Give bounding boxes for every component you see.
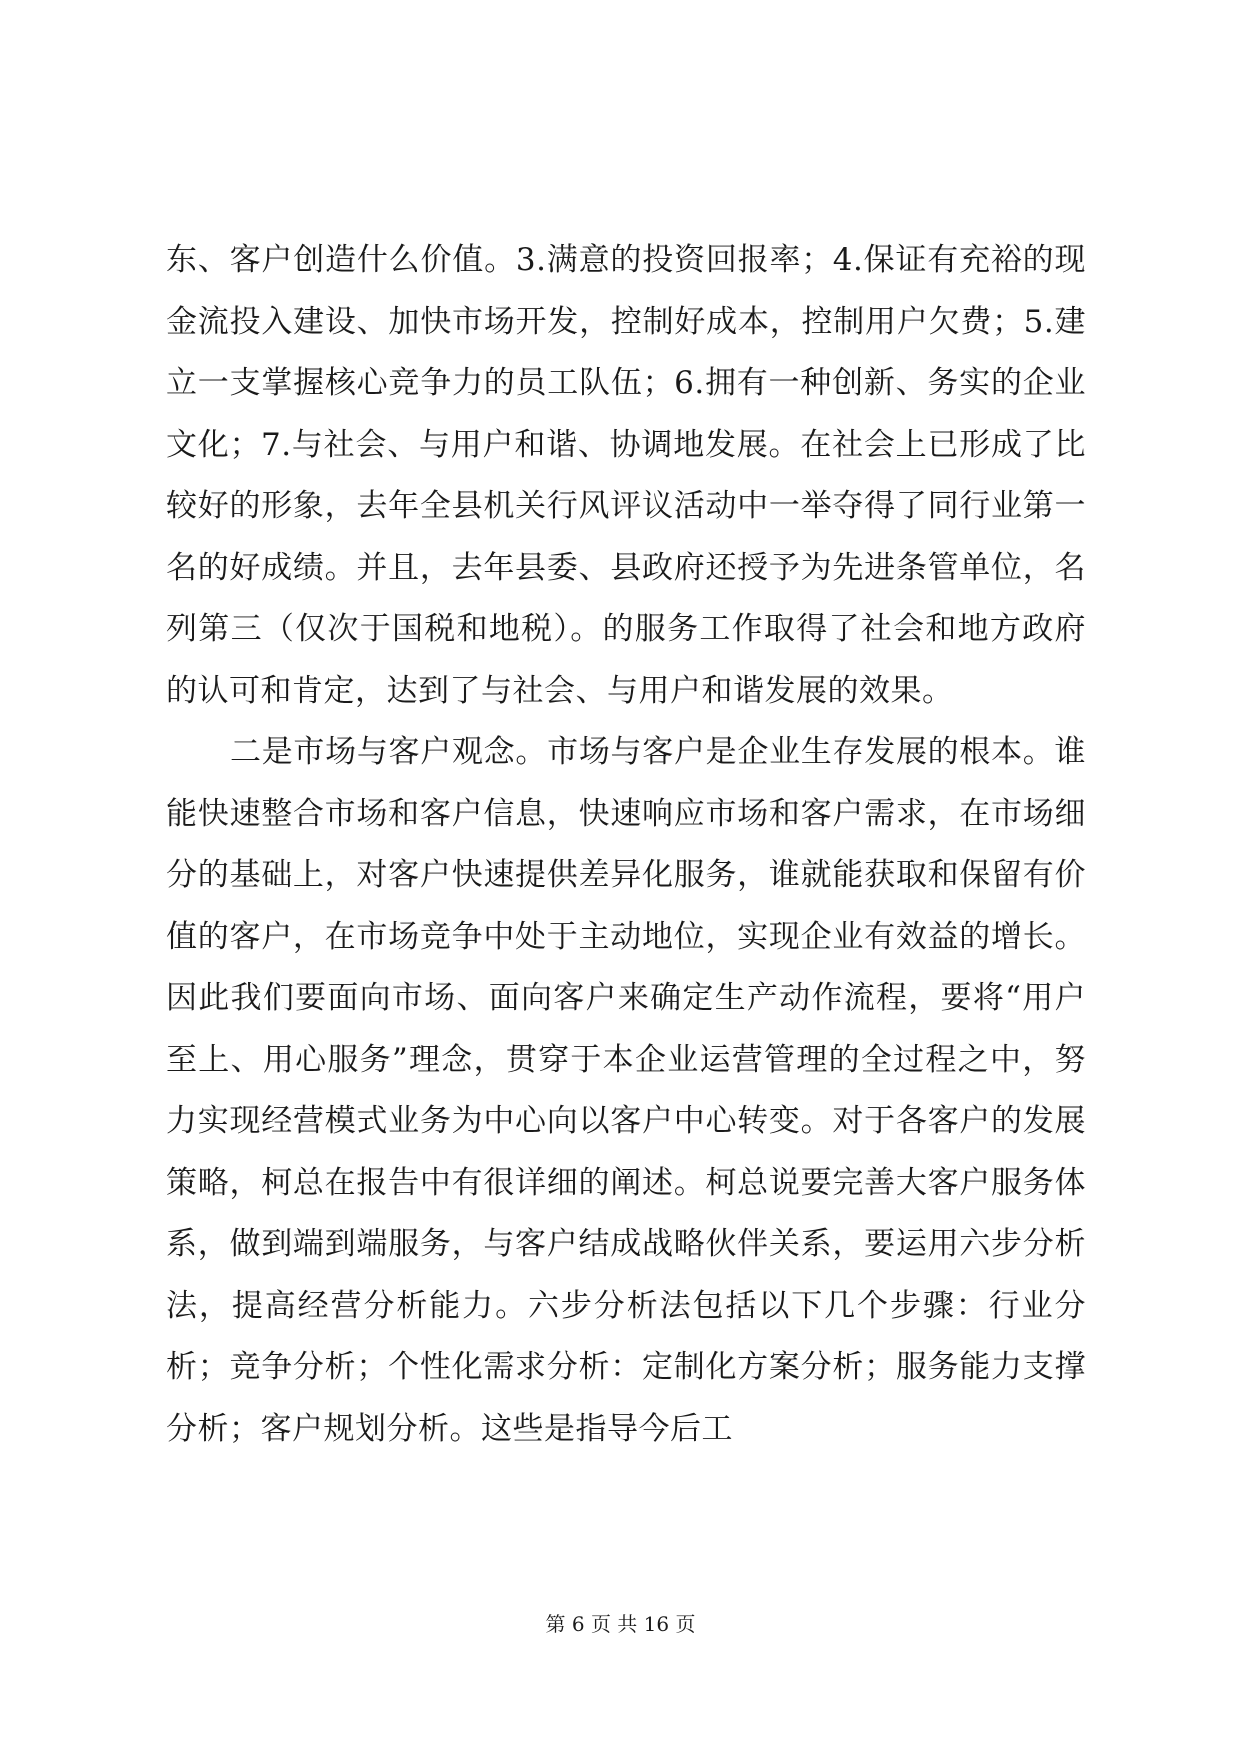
document-body — [166, 230, 1086, 1460]
page-number-footer: 第 6 页 共 16 页 — [545, 1612, 696, 1636]
paragraph-2: 二是市场与客户观念。市场与客户是企业生存发展的根本。谁能快速整合市场和客户信息，快速响应市场和客户需求，在市场细分的基础上，对客户快速提供差异化服务，谁就能获取和保留有价值的客户，在市场竞争中处于主动地位，实现企业有效益的增长。因此我们要面向市场、面向客户来确定生产动作流程，要将“用户至上、用心服务”理念，贯穿于本企业运营管理的全过程之中，努力实现经营模式业务为中心向以客户中心转变。对于各客户的发展策略，柯总在报告中有很详细的阐述。柯总说要完善大客户服务体系，做到端到端服务，与客户结成战略伙伴关系，要运用六步分析法，提高经营分析能力。六步分析法包括以下几个步骤：行业分析；竞争分析；个性化需求分析：定制化方案分析；服务能力支撑分析；客户规划分析。这些是指导今后工 — [166, 734, 1086, 1447]
paragraph-1: 东、客户创造什么价值。3.满意的投资回报率；4.保证有充裕的现金流投入建设、加快市场开发，控制好成本，控制用户欠费；5.建立一支掌握核心竞争力的员工队伍；6.拥有一种创新、务实的企业文化；7.与社会、与用户和谐、协调地发展。在社会上已形成了比较好的形象，去年全县机关行风评议活动中一举夺得了同行业第一名的好成绩。并且，去年县委、县政府还授予为先进条管单位，名列第三（仅次于国税和地税）。的服务工作取得了社会和地方政府的认可和肯定，达到了与社会、与用户和谐发展的效果。 — [166, 242, 1086, 709]
